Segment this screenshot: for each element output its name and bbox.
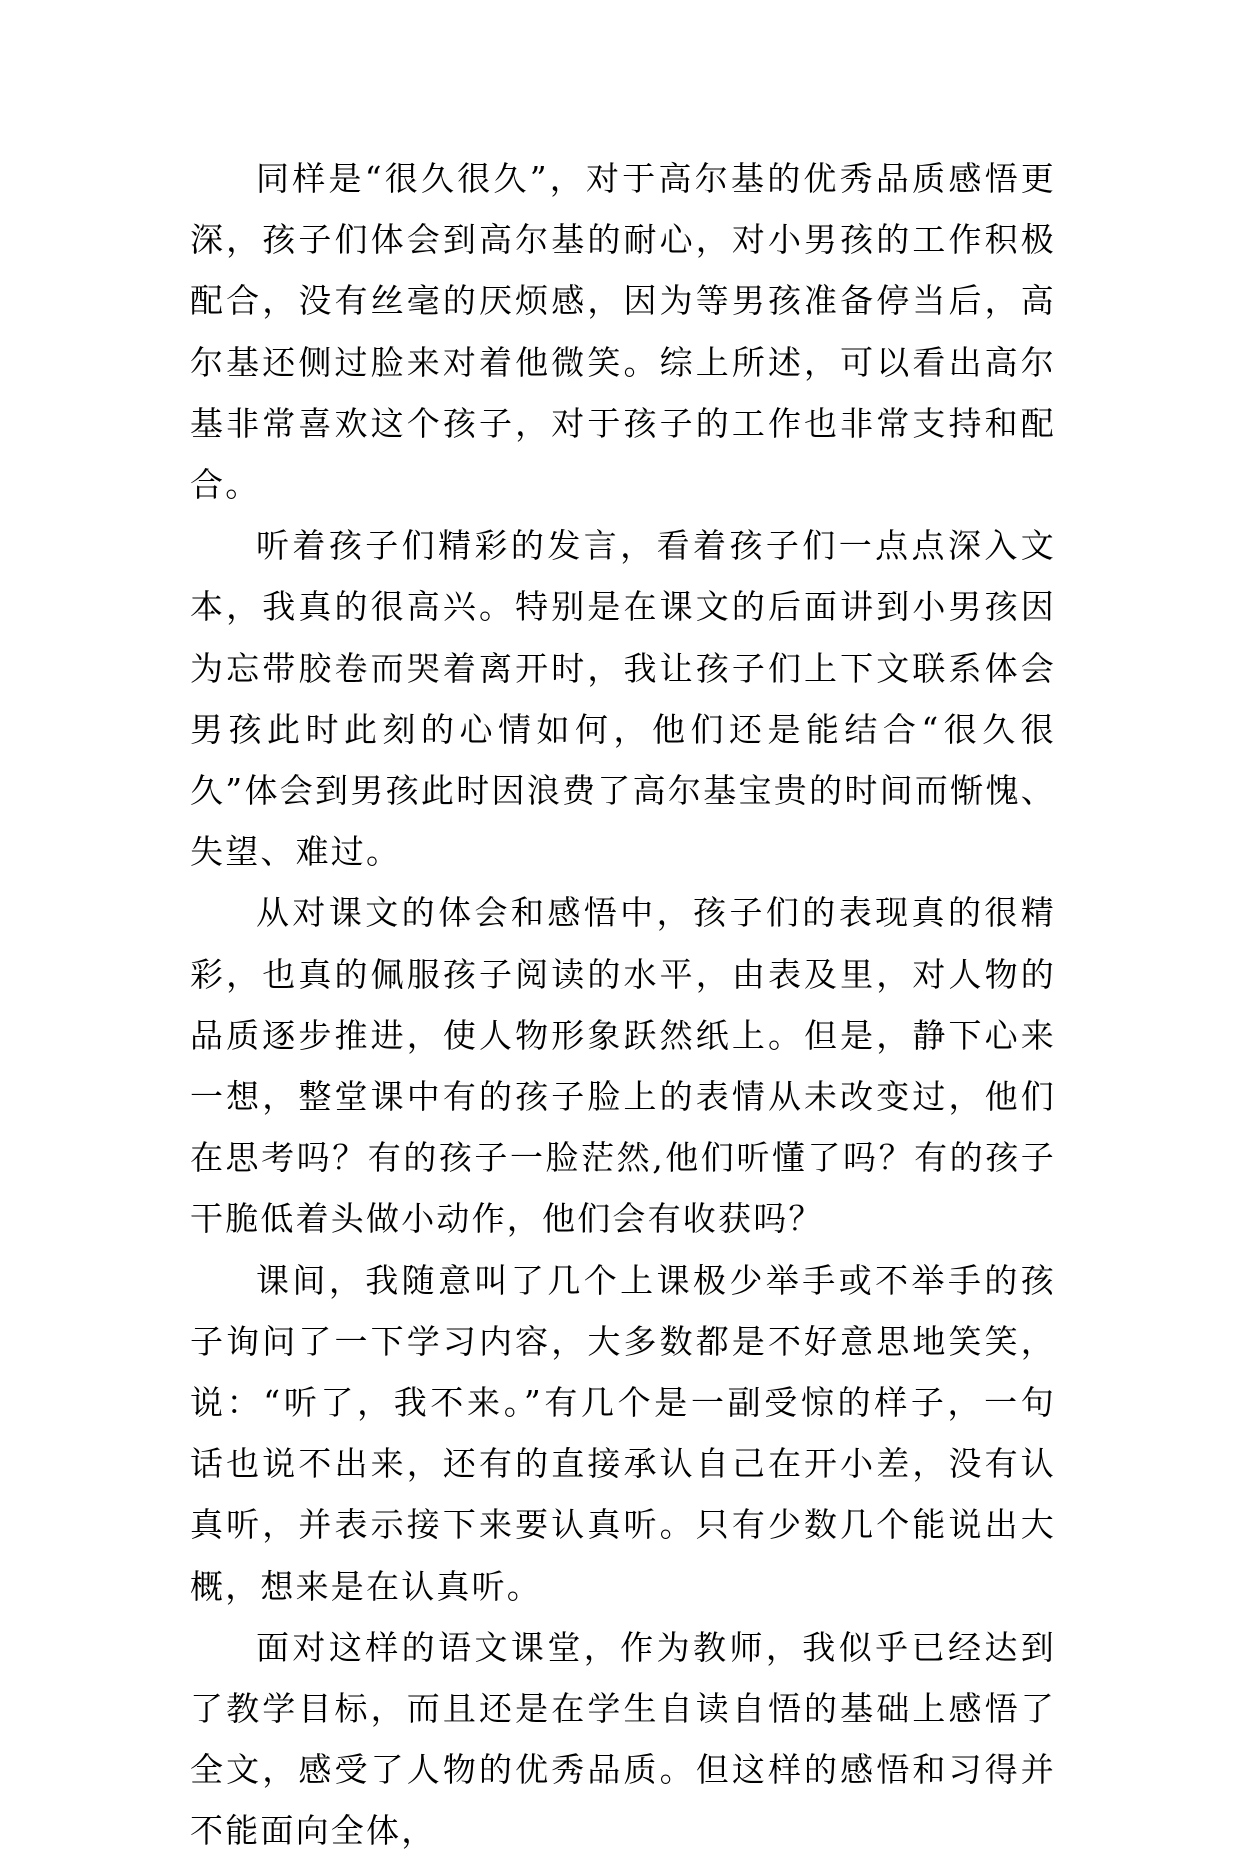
paragraph-5: 面对这样的语文课堂，作为教师，我似乎已经达到了教学目标，而且还是在学生自读自悟的基础上感悟了全文，感受了人物的优秀品质。但这样的感悟和习得并不能面向全体， xyxy=(190,1627,1056,1851)
paragraph-4: 课间，我随意叫了几个上课极少举手或不举手的孩子询问了一下学习内容，大多数都是不好意思地笑笑，说：“听了，我不来。”有几个是一副受惊的样子，一句话也说不出来，还有的直接承认自己在开小差，没有认真听，并表示接下来要认真听。只有少数几个能说出大概，想来是在认真听。 xyxy=(190,1260,1056,1606)
paragraph-2: 听着孩子们精彩的发言，看着孩子们一点点深入文本，我真的很高兴。特别是在课文的后面讲到小男孩因为忘带胶卷而哭着离开时，我让孩子们上下文联系体会男孩此时此刻的心情如何，他们还是能结合“很久很久”体会到男孩此时因浪费了高尔基宝贵的时间而惭愧、失望、难过。 xyxy=(190,526,1056,872)
paragraph-1: 同样是“很久很久”，对于高尔基的优秀品质感悟更深，孩子们体会到高尔基的耐心，对小男孩的工作积极配合，没有丝毫的厌烦感，因为等男孩准备停当后，高尔基还侧过脸来对着他微笑。综上所述，可以看出高尔基非常喜欢这个孩子，对于孩子的工作也非常支持和配合。 xyxy=(190,159,1056,505)
document-page xyxy=(190,148,1056,1862)
paragraph-3: 从对课文的体会和感悟中，孩子们的表现真的很精彩，也真的佩服孩子阅读的水平，由表及里，对人物的品质逐步推进，使人物形象跃然纸上。但是，静下心来一想，整堂课中有的孩子脸上的表情从未改变过，他们在思考吗？有的孩子一脸茫然,他们听懂了吗？有的孩子干脆低着头做小动作，他们会有收获吗？ xyxy=(190,893,1056,1239)
